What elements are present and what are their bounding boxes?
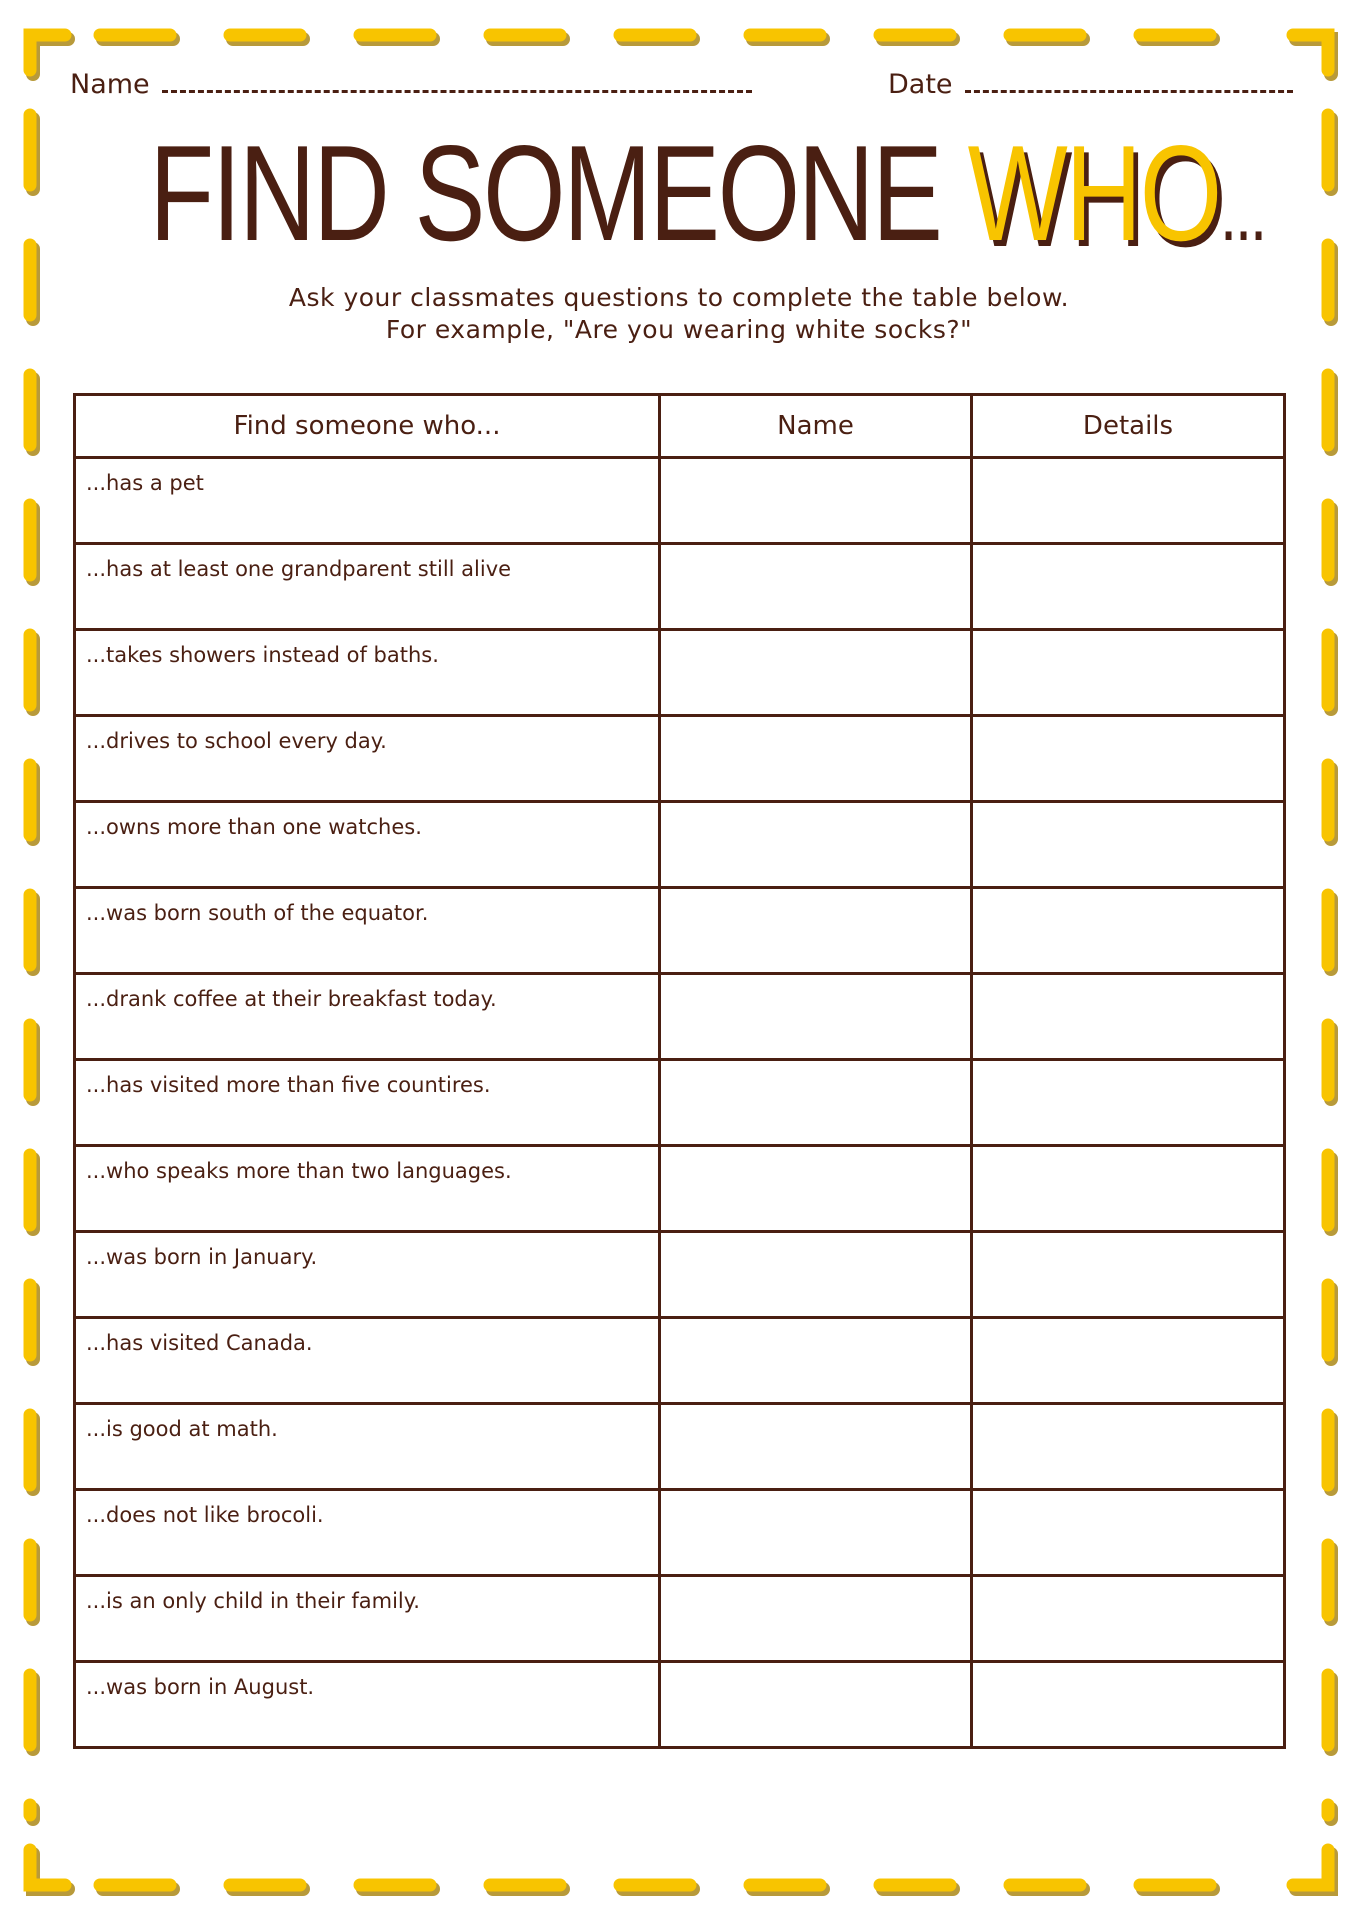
name-label: Name xyxy=(70,69,150,100)
name-blank-line[interactable] xyxy=(162,68,752,93)
name-cell[interactable] xyxy=(660,974,972,1060)
name-cell[interactable] xyxy=(660,458,972,544)
table-row xyxy=(75,458,1285,544)
header-details: Details xyxy=(972,395,1285,458)
instructions xyxy=(0,282,1358,346)
table-row xyxy=(75,716,1285,802)
table-row xyxy=(75,1318,1285,1404)
name-cell[interactable] xyxy=(660,544,972,630)
prompt-cell: ...was born in January. xyxy=(75,1232,660,1318)
header-name: Name xyxy=(660,395,972,458)
table-row xyxy=(75,1146,1285,1232)
table-row xyxy=(75,1232,1285,1318)
name-cell[interactable] xyxy=(660,802,972,888)
details-cell[interactable] xyxy=(972,630,1285,716)
name-cell[interactable] xyxy=(660,1318,972,1404)
find-someone-table xyxy=(73,393,1286,1749)
details-cell[interactable] xyxy=(972,1060,1285,1146)
details-cell[interactable] xyxy=(972,544,1285,630)
prompt-cell: ...was born in August. xyxy=(75,1662,660,1748)
prompt-cell: ...takes showers instead of baths. xyxy=(75,630,660,716)
instructions-line-2: For example, "Are you wearing white socks?" xyxy=(385,315,973,344)
table-row xyxy=(75,630,1285,716)
name-cell[interactable] xyxy=(660,1576,972,1662)
prompt-cell: ...who speaks more than two languages. xyxy=(75,1146,660,1232)
details-cell[interactable] xyxy=(972,1318,1285,1404)
prompt-cell: ...drives to school every day. xyxy=(75,716,660,802)
page-title xyxy=(149,117,1265,269)
name-cell[interactable] xyxy=(660,1490,972,1576)
prompt-cell: ...has visited Canada. xyxy=(75,1318,660,1404)
header-find-someone-who: Find someone who... xyxy=(75,395,660,458)
table-row xyxy=(75,1576,1285,1662)
details-cell[interactable] xyxy=(972,1404,1285,1490)
table-header-row xyxy=(75,395,1285,458)
name-cell[interactable] xyxy=(660,630,972,716)
instructions-line-1: Ask your classmates questions to complete the table below. xyxy=(288,283,1070,312)
name-field[interactable] xyxy=(70,68,752,100)
name-cell[interactable] xyxy=(660,1662,972,1748)
date-label: Date xyxy=(888,69,953,100)
table-row xyxy=(75,1490,1285,1576)
name-cell[interactable] xyxy=(660,888,972,974)
details-cell[interactable] xyxy=(972,1576,1285,1662)
details-cell[interactable] xyxy=(972,1232,1285,1318)
prompt-cell: ...owns more than one watches. xyxy=(75,802,660,888)
title-highlight: WHO xyxy=(967,117,1220,269)
table-row xyxy=(75,974,1285,1060)
details-cell[interactable] xyxy=(972,1146,1285,1232)
table-row xyxy=(75,888,1285,974)
title-ellipsis: ... xyxy=(1219,168,1265,257)
date-blank-line[interactable] xyxy=(965,68,1293,93)
prompt-cell: ...does not like brocoli. xyxy=(75,1490,660,1576)
details-cell[interactable] xyxy=(972,974,1285,1060)
prompt-cell: ...is good at math. xyxy=(75,1404,660,1490)
date-field[interactable] xyxy=(888,68,1293,100)
name-cell[interactable] xyxy=(660,1146,972,1232)
details-cell[interactable] xyxy=(972,802,1285,888)
name-cell[interactable] xyxy=(660,716,972,802)
name-cell[interactable] xyxy=(660,1232,972,1318)
prompt-cell: ...has visited more than five countires. xyxy=(75,1060,660,1146)
prompt-cell: ...has a pet xyxy=(75,458,660,544)
table-row xyxy=(75,1662,1285,1748)
prompt-cell: ...drank coffee at their breakfast today. xyxy=(75,974,660,1060)
details-cell[interactable] xyxy=(972,458,1285,544)
table-row xyxy=(75,1060,1285,1146)
prompt-cell: ...has at least one grandparent still alive xyxy=(75,544,660,630)
prompt-cell: ...is an only child in their family. xyxy=(75,1576,660,1662)
name-cell[interactable] xyxy=(660,1060,972,1146)
details-cell[interactable] xyxy=(972,888,1285,974)
details-cell[interactable] xyxy=(972,1490,1285,1576)
prompt-cell: ...was born south of the equator. xyxy=(75,888,660,974)
name-cell[interactable] xyxy=(660,1404,972,1490)
title-main: FIND SOMEONE xyxy=(149,117,941,269)
table-row xyxy=(75,1404,1285,1490)
table-row xyxy=(75,544,1285,630)
details-cell[interactable] xyxy=(972,1662,1285,1748)
details-cell[interactable] xyxy=(972,716,1285,802)
table-row xyxy=(75,802,1285,888)
